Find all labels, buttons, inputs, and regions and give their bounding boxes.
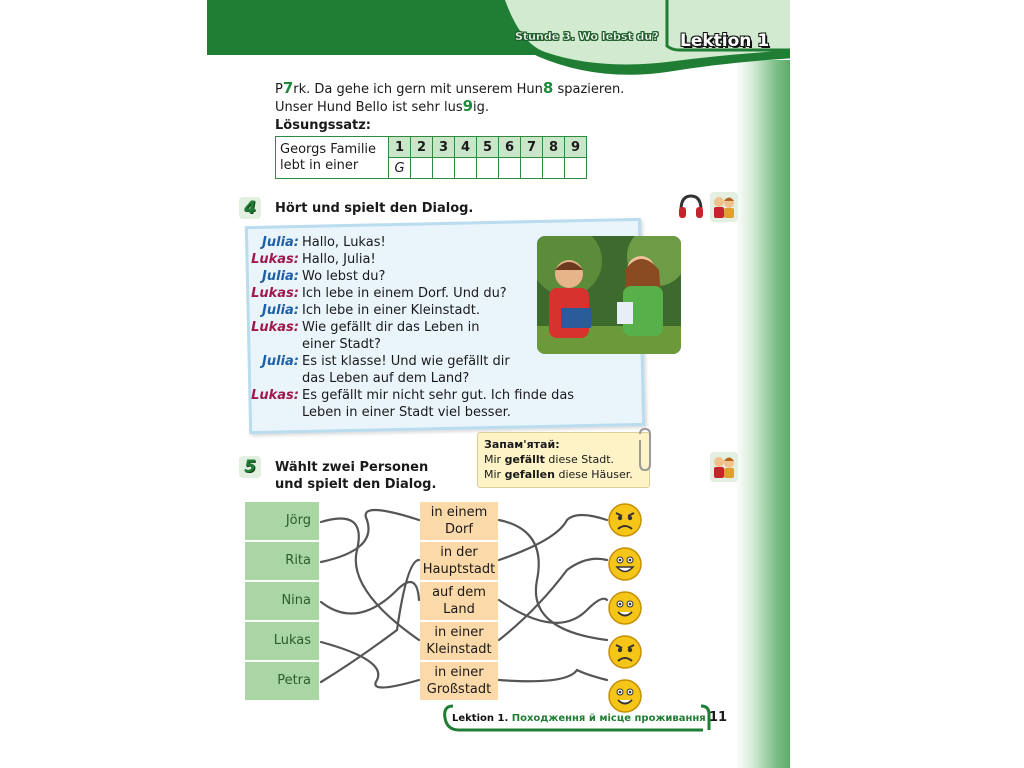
- solution-title: Lösungssatz:: [275, 118, 371, 133]
- solution-cell[interactable]: [565, 158, 587, 179]
- solution-number: 9: [565, 137, 587, 158]
- solution-cell[interactable]: G: [389, 158, 411, 179]
- dialog-text: Ich lebe in einer Kleinstadt.: [302, 303, 480, 318]
- place-item[interactable]: in einer Großstadt: [420, 662, 498, 700]
- exercise-4-number: 4: [239, 197, 261, 219]
- dialog-text: Leben in einer Stadt viel besser.: [302, 405, 511, 420]
- solution-number: 4: [455, 137, 477, 158]
- solution-number: 8: [543, 137, 565, 158]
- solution-number: 5: [477, 137, 499, 158]
- solution-number: 2: [411, 137, 433, 158]
- solution-cell[interactable]: [477, 158, 499, 179]
- solution-number: 1: [389, 137, 411, 158]
- dialog-line: [247, 404, 597, 421]
- happy-face-icon[interactable]: [607, 546, 643, 582]
- exercise-5-title: Wählt zwei Personen und spielt den Dialog.: [275, 460, 437, 492]
- smiling-face-icon[interactable]: [607, 590, 643, 626]
- solution-number: 7: [521, 137, 543, 158]
- name-item[interactable]: Petra: [245, 662, 319, 700]
- lektion-title: Lektion 1: [680, 31, 770, 51]
- puzzle-text: [275, 80, 624, 116]
- name-item[interactable]: Rita: [245, 542, 319, 580]
- kids-pair-icon: [710, 452, 738, 482]
- place-item[interactable]: auf dem Land: [420, 582, 498, 620]
- page-number: 11: [709, 710, 728, 725]
- dialog-line: [247, 353, 597, 370]
- speaker-name: Lukas:: [251, 320, 299, 335]
- solution-label: Georgs Familie lebt in einer: [276, 137, 389, 179]
- solution-cell[interactable]: [499, 158, 521, 179]
- text-line-1: P7rk. Da gehe ich gern mit unserem Hun8 spazieren.: [275, 79, 625, 97]
- dialog-text: Hallo, Julia!: [302, 252, 376, 267]
- solution-table: [275, 136, 587, 179]
- kids-pair-icon: [710, 192, 738, 222]
- kids-photo: [537, 236, 681, 354]
- note-line-1: Mir gefällt diese Stadt.: [484, 453, 615, 466]
- speaker-name: Julia:: [262, 303, 299, 318]
- remember-note: [477, 432, 650, 488]
- solution-number: 3: [433, 137, 455, 158]
- exercise-4-title: Hört und spielt den Dialog.: [275, 201, 474, 216]
- dialog-text: Es gefällt mir nicht sehr gut. Ich finde das: [302, 388, 575, 403]
- paperclip-icon: [634, 426, 654, 474]
- speaker-name: Julia:: [262, 354, 299, 369]
- solution-cell[interactable]: [411, 158, 433, 179]
- speaker-name: Lukas:: [251, 252, 299, 267]
- speaker-name: Julia:: [262, 235, 299, 250]
- speaker-name: Lukas:: [251, 388, 299, 403]
- angry-face-icon[interactable]: [607, 502, 643, 538]
- angry-face-icon[interactable]: [607, 634, 643, 670]
- speaker-name: [247, 370, 302, 387]
- exercise-5-number: 5: [239, 456, 261, 478]
- name-item[interactable]: Jörg: [245, 502, 319, 540]
- headphones-icon[interactable]: [677, 192, 705, 222]
- textbook-page: [207, 0, 790, 768]
- dialog-text: das Leben auf dem Land?: [302, 371, 470, 386]
- place-item[interactable]: in der Hauptstadt: [420, 542, 498, 580]
- solution-cell[interactable]: [521, 158, 543, 179]
- places-column: [420, 502, 498, 702]
- place-item[interactable]: in einem Dorf: [420, 502, 498, 540]
- dialog-text: Ich lebe in einem Dorf. Und du?: [302, 286, 507, 301]
- dialog-text: Es ist klasse! Und wie gefällt dir: [302, 354, 510, 369]
- solution-cell[interactable]: [543, 158, 565, 179]
- footer-title: Lektion 1. Походження й місце проживання: [452, 713, 706, 724]
- solution-cell[interactable]: [433, 158, 455, 179]
- place-item[interactable]: in einer Kleinstadt: [420, 622, 498, 660]
- dialog-line: [247, 370, 597, 387]
- stunde-title: Stunde 3. Wo lebst du?: [515, 30, 659, 43]
- speaker-name: Julia:: [262, 269, 299, 284]
- dialog-line: [247, 387, 597, 404]
- note-title: Запам'ятай:: [484, 438, 560, 451]
- solution-number: 6: [499, 137, 521, 158]
- side-strip: [735, 60, 790, 768]
- dialog-text: Wie gefällt dir das Leben in: [302, 320, 480, 335]
- note-line-2: Mir gefallen diese Häuser.: [484, 468, 633, 481]
- dialog-text: Wo lebst du?: [302, 269, 386, 284]
- text-line-2: Unser Hund Bello ist sehr lus9ig.: [275, 97, 490, 115]
- name-item[interactable]: Lukas: [245, 622, 319, 660]
- name-item[interactable]: Nina: [245, 582, 319, 620]
- dialog-text: Hallo, Lukas!: [302, 235, 386, 250]
- speaker-name: [247, 404, 302, 421]
- speaker-name: [247, 336, 302, 353]
- names-column: [245, 502, 319, 702]
- faces-column: [607, 502, 647, 722]
- solution-cell[interactable]: [455, 158, 477, 179]
- speaker-name: Lukas:: [251, 286, 299, 301]
- dialog-text: einer Stadt?: [302, 337, 381, 352]
